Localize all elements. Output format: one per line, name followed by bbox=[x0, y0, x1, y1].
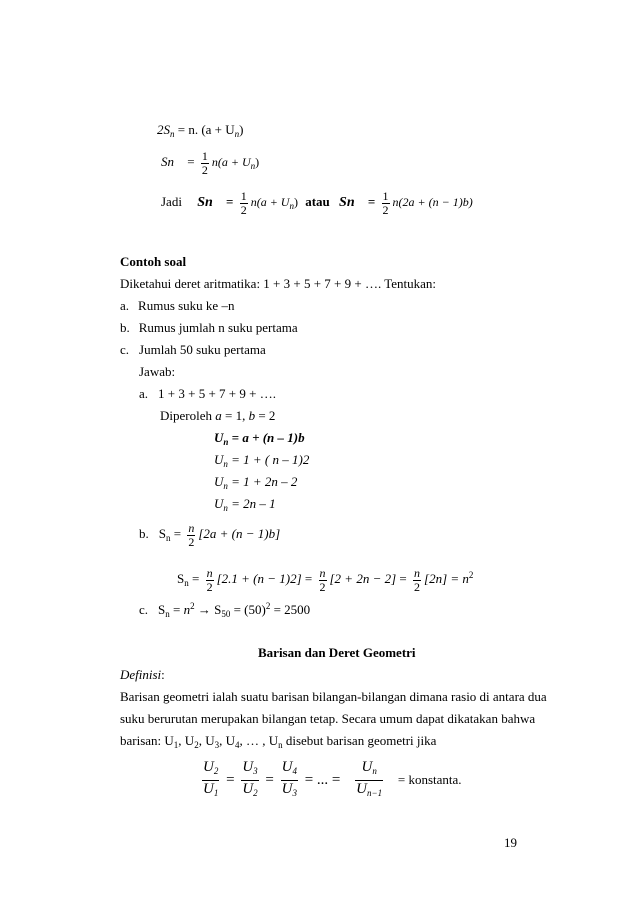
ratio-f4-num-sub: n bbox=[372, 766, 377, 776]
p3-sub1: 1 bbox=[173, 740, 179, 750]
answer-a-diperoleh bbox=[160, 408, 275, 424]
ratio-f4-den-sub: n−1 bbox=[367, 788, 383, 798]
answer-b2-den3: 2 bbox=[414, 579, 421, 594]
answer-b-s-sub: n bbox=[165, 533, 171, 543]
answer-b2-s-sub: n bbox=[184, 578, 189, 588]
formula-2sn-sub: n bbox=[170, 129, 175, 139]
step1-u: U bbox=[214, 430, 224, 445]
formula-sn-body-sub: n bbox=[250, 161, 256, 171]
answer-b2-frac3 bbox=[413, 567, 421, 594]
diperoleh-pre: Diperoleh bbox=[160, 408, 216, 423]
formula-jadi-body2: n(2a + (n − 1)b) bbox=[392, 195, 473, 209]
ratio-f2-den-sub: 2 bbox=[253, 788, 258, 798]
formula-sn-den: 2 bbox=[201, 162, 208, 177]
diperoleh-post: = 2 bbox=[255, 408, 276, 423]
ratio-f1-num-sub: 2 bbox=[213, 766, 219, 776]
answer-b2-num1: n bbox=[206, 565, 213, 580]
answer-c-n: n bbox=[183, 602, 191, 617]
step3-u: U bbox=[214, 474, 224, 489]
ratio-f4-den: U bbox=[356, 781, 368, 797]
geometri-paragraph-line2: suku berurutan merupakan bilangan tetap. Secara umum dapat dikatakan bahwa bbox=[120, 711, 536, 726]
answer-b-num: n bbox=[188, 520, 195, 535]
answer-b2-term3: [2n] bbox=[424, 571, 448, 586]
ratio-f3-den: U bbox=[281, 781, 293, 797]
formula-jadi-lhs: Sn bbox=[197, 195, 213, 210]
answer-b-line2 bbox=[177, 560, 473, 598]
jawab-label: Jawab: bbox=[139, 364, 176, 379]
formula-jadi-eq: = bbox=[226, 194, 234, 209]
formula-jadi-body: n(a + U bbox=[250, 195, 290, 209]
definisi-word: Definisi bbox=[120, 667, 162, 682]
geometri-paragraph-line1: Barisan geometri ialah suatu barisan bilangan-bilangan dimana rasio di antara dua bbox=[120, 689, 547, 704]
diperoleh-b: b bbox=[248, 408, 256, 423]
ratio-f2-num-sub: 3 bbox=[253, 766, 258, 776]
answer-b2-frac2 bbox=[319, 567, 327, 594]
contoh-item-a-text: Rumus suku ke –n bbox=[138, 298, 235, 313]
answer-c-s50: S bbox=[214, 602, 222, 617]
formula-jadi-lhs2: Sn bbox=[339, 195, 355, 210]
formula-2sn-rhs-sub: n bbox=[234, 129, 240, 139]
step2-u: U bbox=[214, 452, 224, 467]
formula-jadi-num2: 1 bbox=[382, 188, 389, 203]
formula-jadi-num: 1 bbox=[240, 188, 247, 203]
answer-a-series bbox=[139, 386, 276, 402]
ratio-f2-num: U bbox=[242, 759, 254, 775]
contoh-item-b-text: Rumus jumlah n suku pertama bbox=[138, 320, 298, 335]
definisi-label bbox=[120, 667, 165, 683]
answer-c bbox=[139, 598, 310, 622]
step4-u: U bbox=[214, 496, 224, 511]
answer-c-rest-sup: 2 bbox=[265, 601, 271, 611]
answer-b-eq: = bbox=[173, 526, 182, 541]
answer-b2-eq4-sup: 2 bbox=[468, 570, 474, 580]
answer-c-label: c. bbox=[139, 602, 149, 617]
answer-c-s-sub: n bbox=[165, 609, 170, 619]
step1-rest: = a + (n – 1)b bbox=[228, 430, 305, 445]
arrow-icon: → bbox=[194, 602, 215, 617]
p3-after1: , U bbox=[178, 733, 195, 748]
formula-jadi-fraction bbox=[240, 190, 248, 217]
formula-sn-close: ) bbox=[255, 155, 260, 169]
answer-c-rest: = (50) bbox=[230, 602, 266, 617]
ratio-konstanta: = konstanta. bbox=[397, 771, 462, 787]
formula-jadi-fraction2 bbox=[382, 190, 390, 217]
p3-after2: , U bbox=[198, 733, 215, 748]
answer-b-fraction bbox=[187, 522, 195, 549]
answer-b2-eq3: = bbox=[399, 571, 407, 586]
answer-b-den: 2 bbox=[188, 534, 195, 549]
answer-b2-eq: = bbox=[191, 571, 200, 586]
p3-sub2: 2 bbox=[194, 740, 199, 750]
answer-b-label: b. bbox=[139, 526, 149, 541]
p3-sub3: 3 bbox=[214, 740, 220, 750]
ratio-f2-den: U bbox=[242, 781, 254, 797]
ratio-f3-num: U bbox=[281, 759, 293, 775]
formula-sn-body: n(a + U bbox=[211, 155, 251, 169]
answer-c-n-sup: 2 bbox=[190, 601, 195, 611]
p3-sub5: n bbox=[278, 740, 283, 750]
answer-b2-eq2: = bbox=[304, 571, 313, 586]
formula-jadi-label: Jadi bbox=[161, 194, 182, 209]
diperoleh-a: a bbox=[215, 408, 222, 423]
p3-after5: disebut barisan geometri jika bbox=[282, 733, 437, 748]
answer-b2-frac1 bbox=[206, 567, 214, 594]
diperoleh-mid: = 1, bbox=[221, 408, 249, 423]
formula-jadi-body-sub: n bbox=[289, 201, 294, 211]
contoh-item-c bbox=[120, 342, 266, 358]
ratio-equation bbox=[199, 759, 462, 802]
answer-c-result: = 2500 bbox=[270, 602, 311, 617]
answer-b2-eq4: = n bbox=[450, 571, 469, 586]
step1-sub: n bbox=[223, 437, 229, 447]
ratio-f1-num: U bbox=[203, 759, 214, 775]
answer-a-step3 bbox=[214, 474, 297, 494]
p3-sub4: 4 bbox=[234, 740, 240, 750]
ratio-frac3 bbox=[281, 759, 298, 802]
ratio-f3-den-sub: 3 bbox=[292, 788, 297, 798]
section-title-geometri: Barisan dan Deret Geometri bbox=[258, 645, 416, 660]
step3-rest: = 1 + 2n – 2 bbox=[227, 474, 298, 489]
answer-c-eq: = bbox=[169, 602, 184, 617]
formula-jadi-close: ) bbox=[293, 195, 298, 209]
formula-2sn bbox=[157, 122, 244, 142]
p3-after4: , … , U bbox=[239, 733, 279, 748]
answer-b-line1 bbox=[139, 519, 280, 553]
step2-rest: = 1 + ( n – 1)2 bbox=[227, 452, 310, 467]
formula-jadi bbox=[161, 188, 473, 220]
p3-pre: barisan: U bbox=[120, 733, 174, 748]
contoh-item-a-label: a. bbox=[120, 298, 130, 313]
ratio-frac1 bbox=[202, 759, 219, 802]
formula-sn-eq: = bbox=[187, 154, 195, 169]
formula-sn bbox=[161, 148, 259, 180]
ratio-f3-num-sub: 4 bbox=[292, 766, 297, 776]
step3-sub: n bbox=[223, 481, 228, 491]
step4-rest: = 2n – 1 bbox=[227, 496, 276, 511]
answer-b-body: [2a + (n − 1)b] bbox=[198, 526, 281, 541]
answer-a-step1 bbox=[214, 430, 305, 450]
formula-sn-fraction bbox=[201, 150, 209, 177]
formula-2sn-rhs: = n. (a + U bbox=[177, 122, 235, 137]
ratio-eq2: = bbox=[265, 771, 274, 788]
geometri-paragraph-line3 bbox=[120, 733, 436, 753]
formula-sn-num: 1 bbox=[201, 148, 208, 163]
answer-b2-num2: n bbox=[319, 565, 326, 580]
contoh-soal-heading: Contoh soal bbox=[120, 254, 187, 269]
answer-a-series-text: 1 + 3 + 5 + 7 + 9 + …. bbox=[158, 386, 276, 401]
formula-2sn-close: ) bbox=[239, 122, 244, 137]
formula-jadi-den: 2 bbox=[240, 202, 247, 217]
ratio-f4-num: U bbox=[361, 759, 373, 775]
answer-a-step4 bbox=[214, 496, 276, 516]
answer-b2-num3: n bbox=[414, 565, 421, 580]
formula-2sn-lhs: 2S bbox=[157, 122, 170, 137]
ratio-eq1: = bbox=[226, 771, 235, 788]
contoh-item-c-label: c. bbox=[120, 342, 130, 357]
formula-jadi-eq2: = bbox=[367, 194, 376, 209]
ratio-f1-den-sub: 1 bbox=[213, 788, 219, 798]
contoh-item-b bbox=[120, 320, 298, 336]
step4-sub: n bbox=[223, 503, 228, 513]
answer-c-s: S bbox=[158, 602, 166, 617]
contoh-item-c-text: Jumlah 50 suku pertama bbox=[139, 342, 266, 357]
answer-b2-term2: [2 + 2n − 2] bbox=[329, 571, 397, 586]
formula-jadi-den2: 2 bbox=[382, 202, 389, 217]
ratio-frac4 bbox=[347, 759, 391, 802]
contoh-item-b-label: b. bbox=[120, 320, 130, 335]
contoh-soal-intro: Diketahui deret aritmatika: 1 + 3 + 5 + 7 + 9 + …. Tentukan: bbox=[120, 276, 437, 291]
ratio-dots: = ... = bbox=[304, 771, 341, 788]
page-number: 19 bbox=[504, 835, 517, 850]
definisi-colon: : bbox=[161, 667, 165, 682]
formula-jadi-atau: atau bbox=[305, 194, 330, 209]
answer-b-s: S bbox=[158, 526, 166, 541]
answer-c-s50-sub: 50 bbox=[221, 609, 231, 619]
answer-b2-term1: [2.1 + (n − 1)2] bbox=[216, 571, 302, 586]
ratio-frac2 bbox=[241, 759, 258, 802]
answer-a-label: a. bbox=[139, 386, 149, 401]
ratio-f1-den: U bbox=[203, 781, 214, 797]
step2-sub: n bbox=[223, 459, 228, 469]
answer-b2-den1: 2 bbox=[206, 579, 213, 594]
contoh-item-a bbox=[120, 298, 234, 314]
p3-after3: , U bbox=[219, 733, 235, 748]
answer-a-step2 bbox=[214, 452, 309, 472]
answer-b2-s: S bbox=[177, 571, 185, 586]
formula-sn-lhs: Sn bbox=[161, 154, 174, 169]
answer-b2-den2: 2 bbox=[319, 579, 326, 594]
